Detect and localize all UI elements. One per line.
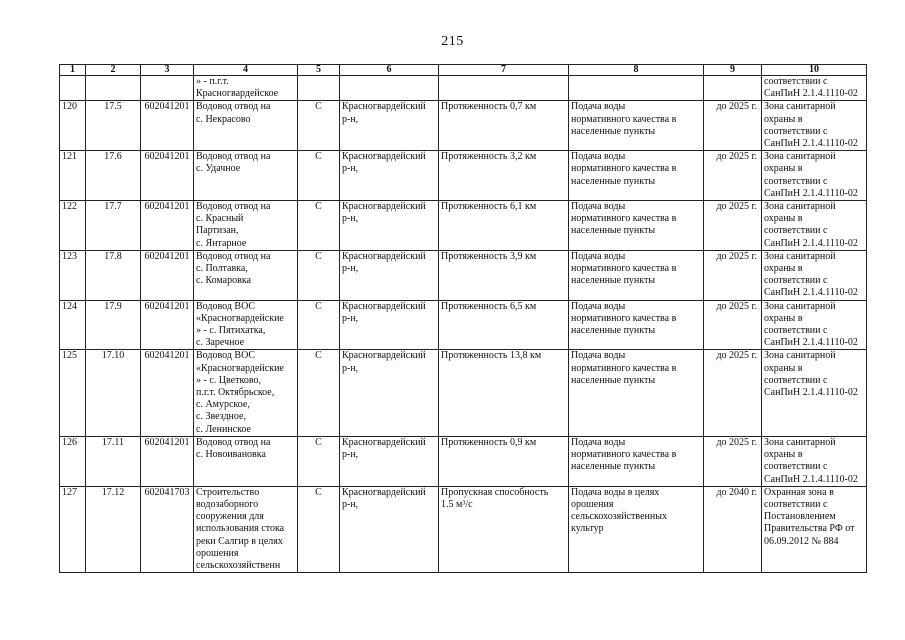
cell-status: С <box>298 201 340 251</box>
cell-item-code: 17.7 <box>86 201 141 251</box>
cell-location: Красногвардейский р-н, <box>340 151 439 201</box>
cell-location: Красногвардейский р-н, <box>340 101 439 151</box>
cell-characteristics: Протяженность 6,5 км <box>439 300 569 350</box>
cell-deadline: до 2040 г. <box>704 486 762 572</box>
cell-purpose: Подача воды нормативного качества в населенные пункты <box>569 350 704 436</box>
cell-deadline: до 2025 г. <box>704 250 762 300</box>
cell <box>704 76 762 101</box>
header-cell-10: 10 <box>762 65 867 76</box>
cell-object-name: Водовод отвод на с. Некрасово <box>194 101 298 151</box>
cell-object-name: Водовод отвод на с. Полтавка, с. Комаровка <box>194 250 298 300</box>
cell-class-code: 602041201 <box>141 201 194 251</box>
table-row <box>60 151 867 201</box>
table-row <box>60 436 867 486</box>
cell-characteristics: Протяженность 6,1 км <box>439 201 569 251</box>
cell-object-name: Водовод отвод на с. Новоивановка <box>194 436 298 486</box>
header-cell-4: 4 <box>194 65 298 76</box>
cell-item-code: 17.11 <box>86 436 141 486</box>
cell-location: Красногвардейский р-н, <box>340 436 439 486</box>
cell-class-code: 602041703 <box>141 486 194 572</box>
cell-location: Красногвардейский р-н, <box>340 201 439 251</box>
objects-table <box>59 64 867 573</box>
table-row <box>60 300 867 350</box>
cell <box>86 76 141 101</box>
cell-row-number: 120 <box>60 101 86 151</box>
cell-status: С <box>298 350 340 436</box>
cell-row-number: 123 <box>60 250 86 300</box>
cell-purpose: Подача воды нормативного качества в населенные пункты <box>569 151 704 201</box>
cell-purpose: Подача воды нормативного качества в населенные пункты <box>569 101 704 151</box>
cell-object-name: » - п.г.т. Красногвардейское <box>194 76 298 101</box>
cell-row-number: 127 <box>60 486 86 572</box>
cell-row-number: 121 <box>60 151 86 201</box>
cell-class-code: 602041201 <box>141 300 194 350</box>
cell <box>298 76 340 101</box>
cell-zone: Зона санитарной охраны в соответствии с СанПиН 2.1.4.1110-02 <box>762 300 867 350</box>
header-row <box>60 65 867 76</box>
cell-zone: Зона санитарной охраны в соответствии с СанПиН 2.1.4.1110-02 <box>762 350 867 436</box>
cell-item-code: 17.9 <box>86 300 141 350</box>
cell-zone: Охранная зона в соответствии с Постановлением Правительства РФ от 06.09.2012 № 884 <box>762 486 867 572</box>
cell-class-code: 602041201 <box>141 151 194 201</box>
cell-row-number: 126 <box>60 436 86 486</box>
cell-deadline: до 2025 г. <box>704 101 762 151</box>
cell-characteristics: Протяженность 3,9 км <box>439 250 569 300</box>
cell-location: Красногвардейский р-н, <box>340 486 439 572</box>
cell-zone: соответствии с СанПиН 2.1.4.1110-02 <box>762 76 867 101</box>
cell-item-code: 17.5 <box>86 101 141 151</box>
cell-location: Красногвардейский р-н, <box>340 250 439 300</box>
header-cell-5: 5 <box>298 65 340 76</box>
cell <box>340 76 439 101</box>
cell-zone: Зона санитарной охраны в соответствии с СанПиН 2.1.4.1110-02 <box>762 101 867 151</box>
cell-characteristics: Протяженность 0,9 км <box>439 436 569 486</box>
table-row <box>60 486 867 572</box>
header-cell-1: 1 <box>60 65 86 76</box>
cell-purpose: Подача воды нормативного качества в населенные пункты <box>569 250 704 300</box>
header-cell-3: 3 <box>141 65 194 76</box>
cell-zone: Зона санитарной охраны в соответствии с СанПиН 2.1.4.1110-02 <box>762 250 867 300</box>
cell-deadline: до 2025 г. <box>704 300 762 350</box>
cell-characteristics: Протяженность 0,7 км <box>439 101 569 151</box>
cell-item-code: 17.6 <box>86 151 141 201</box>
cell-deadline: до 2025 г. <box>704 350 762 436</box>
cell-zone: Зона санитарной охраны в соответствии с СанПиН 2.1.4.1110-02 <box>762 201 867 251</box>
header-cell-7: 7 <box>439 65 569 76</box>
cell-class-code: 602041201 <box>141 101 194 151</box>
table-row <box>60 350 867 436</box>
cell-class-code: 602041201 <box>141 350 194 436</box>
cell-characteristics: Пропускная способность 1.5 м³/с <box>439 486 569 572</box>
cell-location: Красногвардейский р-н, <box>340 350 439 436</box>
header-cell-6: 6 <box>340 65 439 76</box>
cell-status: С <box>298 436 340 486</box>
cell-status: С <box>298 300 340 350</box>
cell-object-name: Водовод ВОС «Красногвардейские » - с. Пятихатка, с. Заречное <box>194 300 298 350</box>
cell-status: С <box>298 151 340 201</box>
cell-location: Красногвардейский р-н, <box>340 300 439 350</box>
cell-object-name: Строительство водозаборного сооружения для использования стока реки Салгир в целях орошения сельскохозяйственн <box>194 486 298 572</box>
cell-purpose: Подача воды нормативного качества в населенные пункты <box>569 300 704 350</box>
page-number: 215 <box>441 34 464 49</box>
cell-status: С <box>298 101 340 151</box>
cell-purpose: Подача воды нормативного качества в населенные пункты <box>569 436 704 486</box>
cell-item-code: 17.12 <box>86 486 141 572</box>
cell-status: С <box>298 486 340 572</box>
cell-deadline: до 2025 г. <box>704 436 762 486</box>
cell-object-name: Водовод отвод на с. Красный Партизан, с. Янтарное <box>194 201 298 251</box>
table-row <box>60 101 867 151</box>
cell <box>439 76 569 101</box>
cell-row-number: 125 <box>60 350 86 436</box>
cell-characteristics: Протяженность 3,2 км <box>439 151 569 201</box>
cell-status: С <box>298 250 340 300</box>
table-row <box>60 250 867 300</box>
cell-deadline: до 2025 г. <box>704 201 762 251</box>
cell-characteristics: Протяженность 13,8 км <box>439 350 569 436</box>
cell <box>60 76 86 101</box>
cell-class-code: 602041201 <box>141 436 194 486</box>
cell <box>569 76 704 101</box>
table-row <box>60 201 867 251</box>
cell-row-number: 124 <box>60 300 86 350</box>
cell-deadline: до 2025 г. <box>704 151 762 201</box>
continuation-row <box>60 76 867 101</box>
cell-object-name: Водовод ВОС «Красногвардейские » - с. Цветково, п.г.т. Октябрьское, с. Амурское, с. Звездное, с. Ленинское <box>194 350 298 436</box>
cell-row-number: 122 <box>60 201 86 251</box>
header-cell-2: 2 <box>86 65 141 76</box>
cell-item-code: 17.8 <box>86 250 141 300</box>
header-cell-9: 9 <box>704 65 762 76</box>
cell-zone: Зона санитарной охраны в соответствии с СанПиН 2.1.4.1110-02 <box>762 436 867 486</box>
cell-object-name: Водовод отвод на с. Удачное <box>194 151 298 201</box>
cell-purpose: Подача воды нормативного качества в населенные пункты <box>569 201 704 251</box>
cell-purpose: Подача воды в целях орошения сельскохозяйственных культур <box>569 486 704 572</box>
cell-item-code: 17.10 <box>86 350 141 436</box>
cell-zone: Зона санитарной охраны в соответствии с СанПиН 2.1.4.1110-02 <box>762 151 867 201</box>
cell-class-code: 602041201 <box>141 250 194 300</box>
header-cell-8: 8 <box>569 65 704 76</box>
cell <box>141 76 194 101</box>
